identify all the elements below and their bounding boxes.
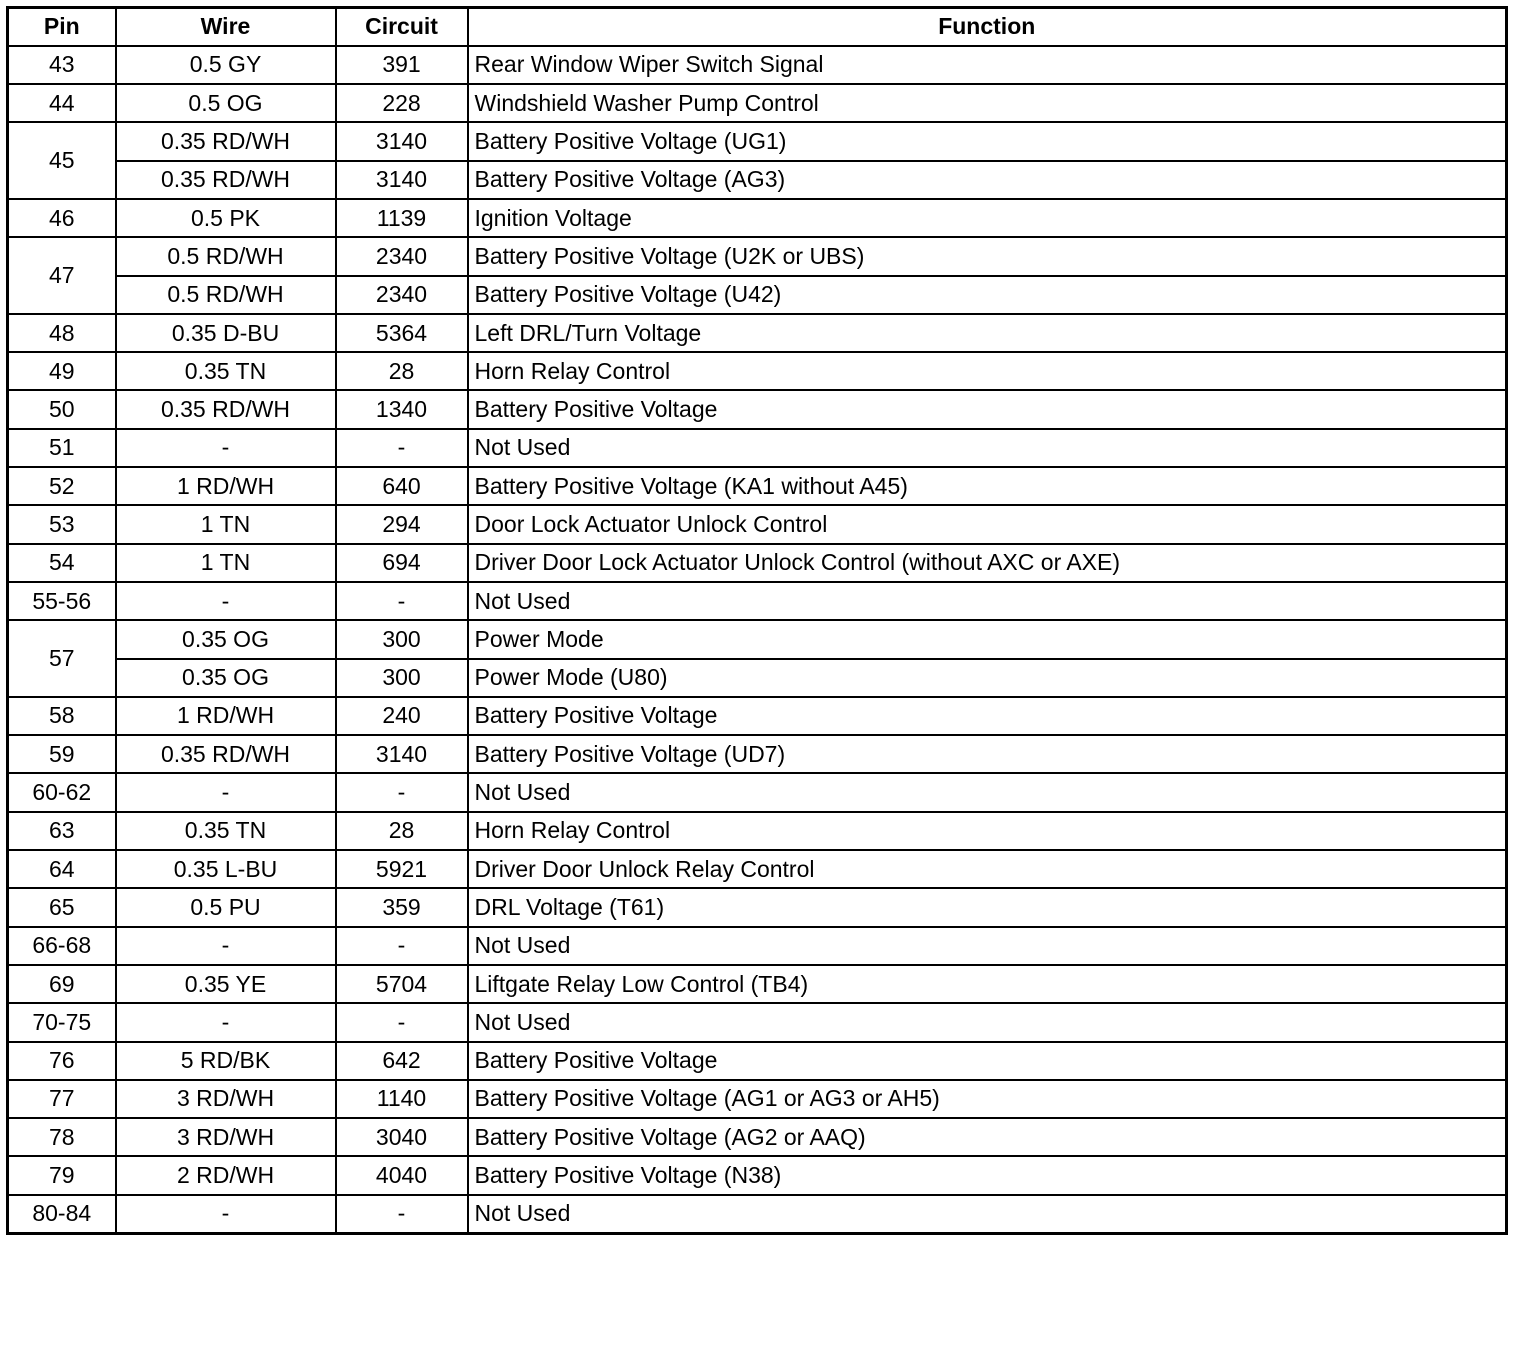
pin-cell: 48: [8, 314, 116, 352]
wire-cell: 0.35 L-BU: [116, 850, 336, 888]
circuit-cell: -: [336, 927, 468, 965]
circuit-cell: 5364: [336, 314, 468, 352]
wire-cell: 0.35 OG: [116, 620, 336, 658]
table-row: [8, 352, 1507, 390]
circuit-cell: 5704: [336, 965, 468, 1003]
wire-cell: 0.5 OG: [116, 84, 336, 122]
circuit-cell: 642: [336, 1042, 468, 1080]
table-row: [8, 812, 1507, 850]
function-cell: Not Used: [468, 927, 1507, 965]
pin-cell: 51: [8, 429, 116, 467]
circuit-cell: 1340: [336, 390, 468, 428]
table-row: [8, 46, 1507, 84]
pin-cell: 47: [8, 237, 116, 314]
circuit-cell: 28: [336, 812, 468, 850]
pin-cell: 78: [8, 1118, 116, 1156]
circuit-cell: 5921: [336, 850, 468, 888]
circuit-cell: 228: [336, 84, 468, 122]
circuit-cell: 300: [336, 659, 468, 697]
table-row: [8, 390, 1507, 428]
pin-cell: 69: [8, 965, 116, 1003]
function-cell: Not Used: [468, 429, 1507, 467]
function-cell: Battery Positive Voltage (AG2 or AAQ): [468, 1118, 1507, 1156]
table-header-row: [8, 8, 1507, 46]
pin-cell: 57: [8, 620, 116, 697]
pin-cell: 80-84: [8, 1195, 116, 1233]
table-row: [8, 620, 1507, 658]
wire-cell: 0.5 RD/WH: [116, 276, 336, 314]
header-pin: Pin: [8, 8, 116, 46]
circuit-cell: 4040: [336, 1156, 468, 1194]
function-cell: Liftgate Relay Low Control (TB4): [468, 965, 1507, 1003]
function-cell: Power Mode (U80): [468, 659, 1507, 697]
function-cell: Driver Door Unlock Relay Control: [468, 850, 1507, 888]
pin-cell: 58: [8, 697, 116, 735]
pin-cell: 50: [8, 390, 116, 428]
table-row: [8, 1003, 1507, 1041]
function-cell: Windshield Washer Pump Control: [468, 84, 1507, 122]
circuit-cell: -: [336, 429, 468, 467]
pin-cell: 65: [8, 888, 116, 926]
wire-cell: 0.5 PK: [116, 199, 336, 237]
table-row: [8, 84, 1507, 122]
function-cell: Battery Positive Voltage: [468, 1042, 1507, 1080]
pin-cell: 52: [8, 467, 116, 505]
wire-cell: -: [116, 1195, 336, 1233]
table-row: [8, 735, 1507, 773]
table-row: [8, 850, 1507, 888]
function-cell: Ignition Voltage: [468, 199, 1507, 237]
table-row: [8, 161, 1507, 199]
wire-cell: 1 TN: [116, 544, 336, 582]
wire-cell: 1 RD/WH: [116, 467, 336, 505]
table-row: [8, 927, 1507, 965]
function-cell: Power Mode: [468, 620, 1507, 658]
table-row: [8, 276, 1507, 314]
circuit-cell: 359: [336, 888, 468, 926]
table-row: [8, 199, 1507, 237]
wire-cell: -: [116, 927, 336, 965]
pin-cell: 54: [8, 544, 116, 582]
pin-cell: 44: [8, 84, 116, 122]
wire-cell: 0.35 RD/WH: [116, 735, 336, 773]
function-cell: Not Used: [468, 582, 1507, 620]
table-row: [8, 1042, 1507, 1080]
function-cell: Battery Positive Voltage (KA1 without A45): [468, 467, 1507, 505]
circuit-cell: -: [336, 773, 468, 811]
wire-cell: 1 TN: [116, 505, 336, 543]
circuit-cell: 391: [336, 46, 468, 84]
table-row: [8, 659, 1507, 697]
circuit-cell: 694: [336, 544, 468, 582]
wire-cell: 0.35 RD/WH: [116, 122, 336, 160]
table-row: [8, 429, 1507, 467]
table-body: [8, 46, 1507, 1233]
function-cell: Battery Positive Voltage: [468, 390, 1507, 428]
function-cell: Battery Positive Voltage (AG3): [468, 161, 1507, 199]
wire-cell: 0.35 TN: [116, 812, 336, 850]
connector-pinout-table: [6, 6, 1508, 1235]
function-cell: Door Lock Actuator Unlock Control: [468, 505, 1507, 543]
wire-cell: 0.35 YE: [116, 965, 336, 1003]
table-row: [8, 773, 1507, 811]
pin-cell: 79: [8, 1156, 116, 1194]
function-cell: Horn Relay Control: [468, 352, 1507, 390]
header-circuit: Circuit: [336, 8, 468, 46]
table-row: [8, 467, 1507, 505]
function-cell: Not Used: [468, 1195, 1507, 1233]
function-cell: Battery Positive Voltage: [468, 697, 1507, 735]
function-cell: Battery Positive Voltage (N38): [468, 1156, 1507, 1194]
function-cell: Not Used: [468, 773, 1507, 811]
table-row: [8, 544, 1507, 582]
wire-cell: 3 RD/WH: [116, 1080, 336, 1118]
pin-cell: 76: [8, 1042, 116, 1080]
table-row: [8, 314, 1507, 352]
table-row: [8, 505, 1507, 543]
table-row: [8, 122, 1507, 160]
wire-cell: 0.35 TN: [116, 352, 336, 390]
function-cell: Battery Positive Voltage (UD7): [468, 735, 1507, 773]
pin-cell: 70-75: [8, 1003, 116, 1041]
wire-cell: -: [116, 582, 336, 620]
pin-cell: 45: [8, 122, 116, 199]
header-function: Function: [468, 8, 1507, 46]
wire-cell: 0.35 D-BU: [116, 314, 336, 352]
pin-cell: 66-68: [8, 927, 116, 965]
function-cell: Rear Window Wiper Switch Signal: [468, 46, 1507, 84]
circuit-cell: 300: [336, 620, 468, 658]
wire-cell: 5 RD/BK: [116, 1042, 336, 1080]
wire-cell: 0.5 GY: [116, 46, 336, 84]
function-cell: Left DRL/Turn Voltage: [468, 314, 1507, 352]
wire-cell: -: [116, 429, 336, 467]
function-cell: DRL Voltage (T61): [468, 888, 1507, 926]
circuit-cell: 1140: [336, 1080, 468, 1118]
function-cell: Not Used: [468, 1003, 1507, 1041]
circuit-cell: 1139: [336, 199, 468, 237]
pin-cell: 60-62: [8, 773, 116, 811]
pin-cell: 59: [8, 735, 116, 773]
circuit-cell: 3040: [336, 1118, 468, 1156]
table-row: [8, 888, 1507, 926]
wire-cell: 0.5 PU: [116, 888, 336, 926]
pin-cell: 63: [8, 812, 116, 850]
pin-cell: 53: [8, 505, 116, 543]
circuit-cell: 28: [336, 352, 468, 390]
wire-cell: 0.35 RD/WH: [116, 161, 336, 199]
wire-cell: -: [116, 773, 336, 811]
circuit-cell: 2340: [336, 276, 468, 314]
wire-cell: 2 RD/WH: [116, 1156, 336, 1194]
function-cell: Battery Positive Voltage (UG1): [468, 122, 1507, 160]
circuit-cell: 640: [336, 467, 468, 505]
wire-cell: -: [116, 1003, 336, 1041]
wire-cell: 0.35 OG: [116, 659, 336, 697]
pin-cell: 43: [8, 46, 116, 84]
pin-cell: 55-56: [8, 582, 116, 620]
wire-cell: 3 RD/WH: [116, 1118, 336, 1156]
circuit-cell: 3140: [336, 161, 468, 199]
table-row: [8, 237, 1507, 275]
function-cell: Battery Positive Voltage (U2K or UBS): [468, 237, 1507, 275]
pin-cell: 49: [8, 352, 116, 390]
table-row: [8, 697, 1507, 735]
pin-cell: 77: [8, 1080, 116, 1118]
wire-cell: 0.35 RD/WH: [116, 390, 336, 428]
wire-cell: 1 RD/WH: [116, 697, 336, 735]
table-row: [8, 1195, 1507, 1233]
circuit-cell: 3140: [336, 735, 468, 773]
circuit-cell: -: [336, 1003, 468, 1041]
circuit-cell: -: [336, 1195, 468, 1233]
table-row: [8, 965, 1507, 1003]
wire-cell: 0.5 RD/WH: [116, 237, 336, 275]
table-row: [8, 1118, 1507, 1156]
function-cell: Horn Relay Control: [468, 812, 1507, 850]
pin-cell: 64: [8, 850, 116, 888]
circuit-cell: 240: [336, 697, 468, 735]
function-cell: Battery Positive Voltage (AG1 or AG3 or AH5): [468, 1080, 1507, 1118]
table-row: [8, 1080, 1507, 1118]
header-wire: Wire: [116, 8, 336, 46]
function-cell: Driver Door Lock Actuator Unlock Control (without AXC or AXE): [468, 544, 1507, 582]
pin-cell: 46: [8, 199, 116, 237]
circuit-cell: 294: [336, 505, 468, 543]
circuit-cell: 2340: [336, 237, 468, 275]
function-cell: Battery Positive Voltage (U42): [468, 276, 1507, 314]
circuit-cell: -: [336, 582, 468, 620]
circuit-cell: 3140: [336, 122, 468, 160]
table-row: [8, 582, 1507, 620]
table-row: [8, 1156, 1507, 1194]
